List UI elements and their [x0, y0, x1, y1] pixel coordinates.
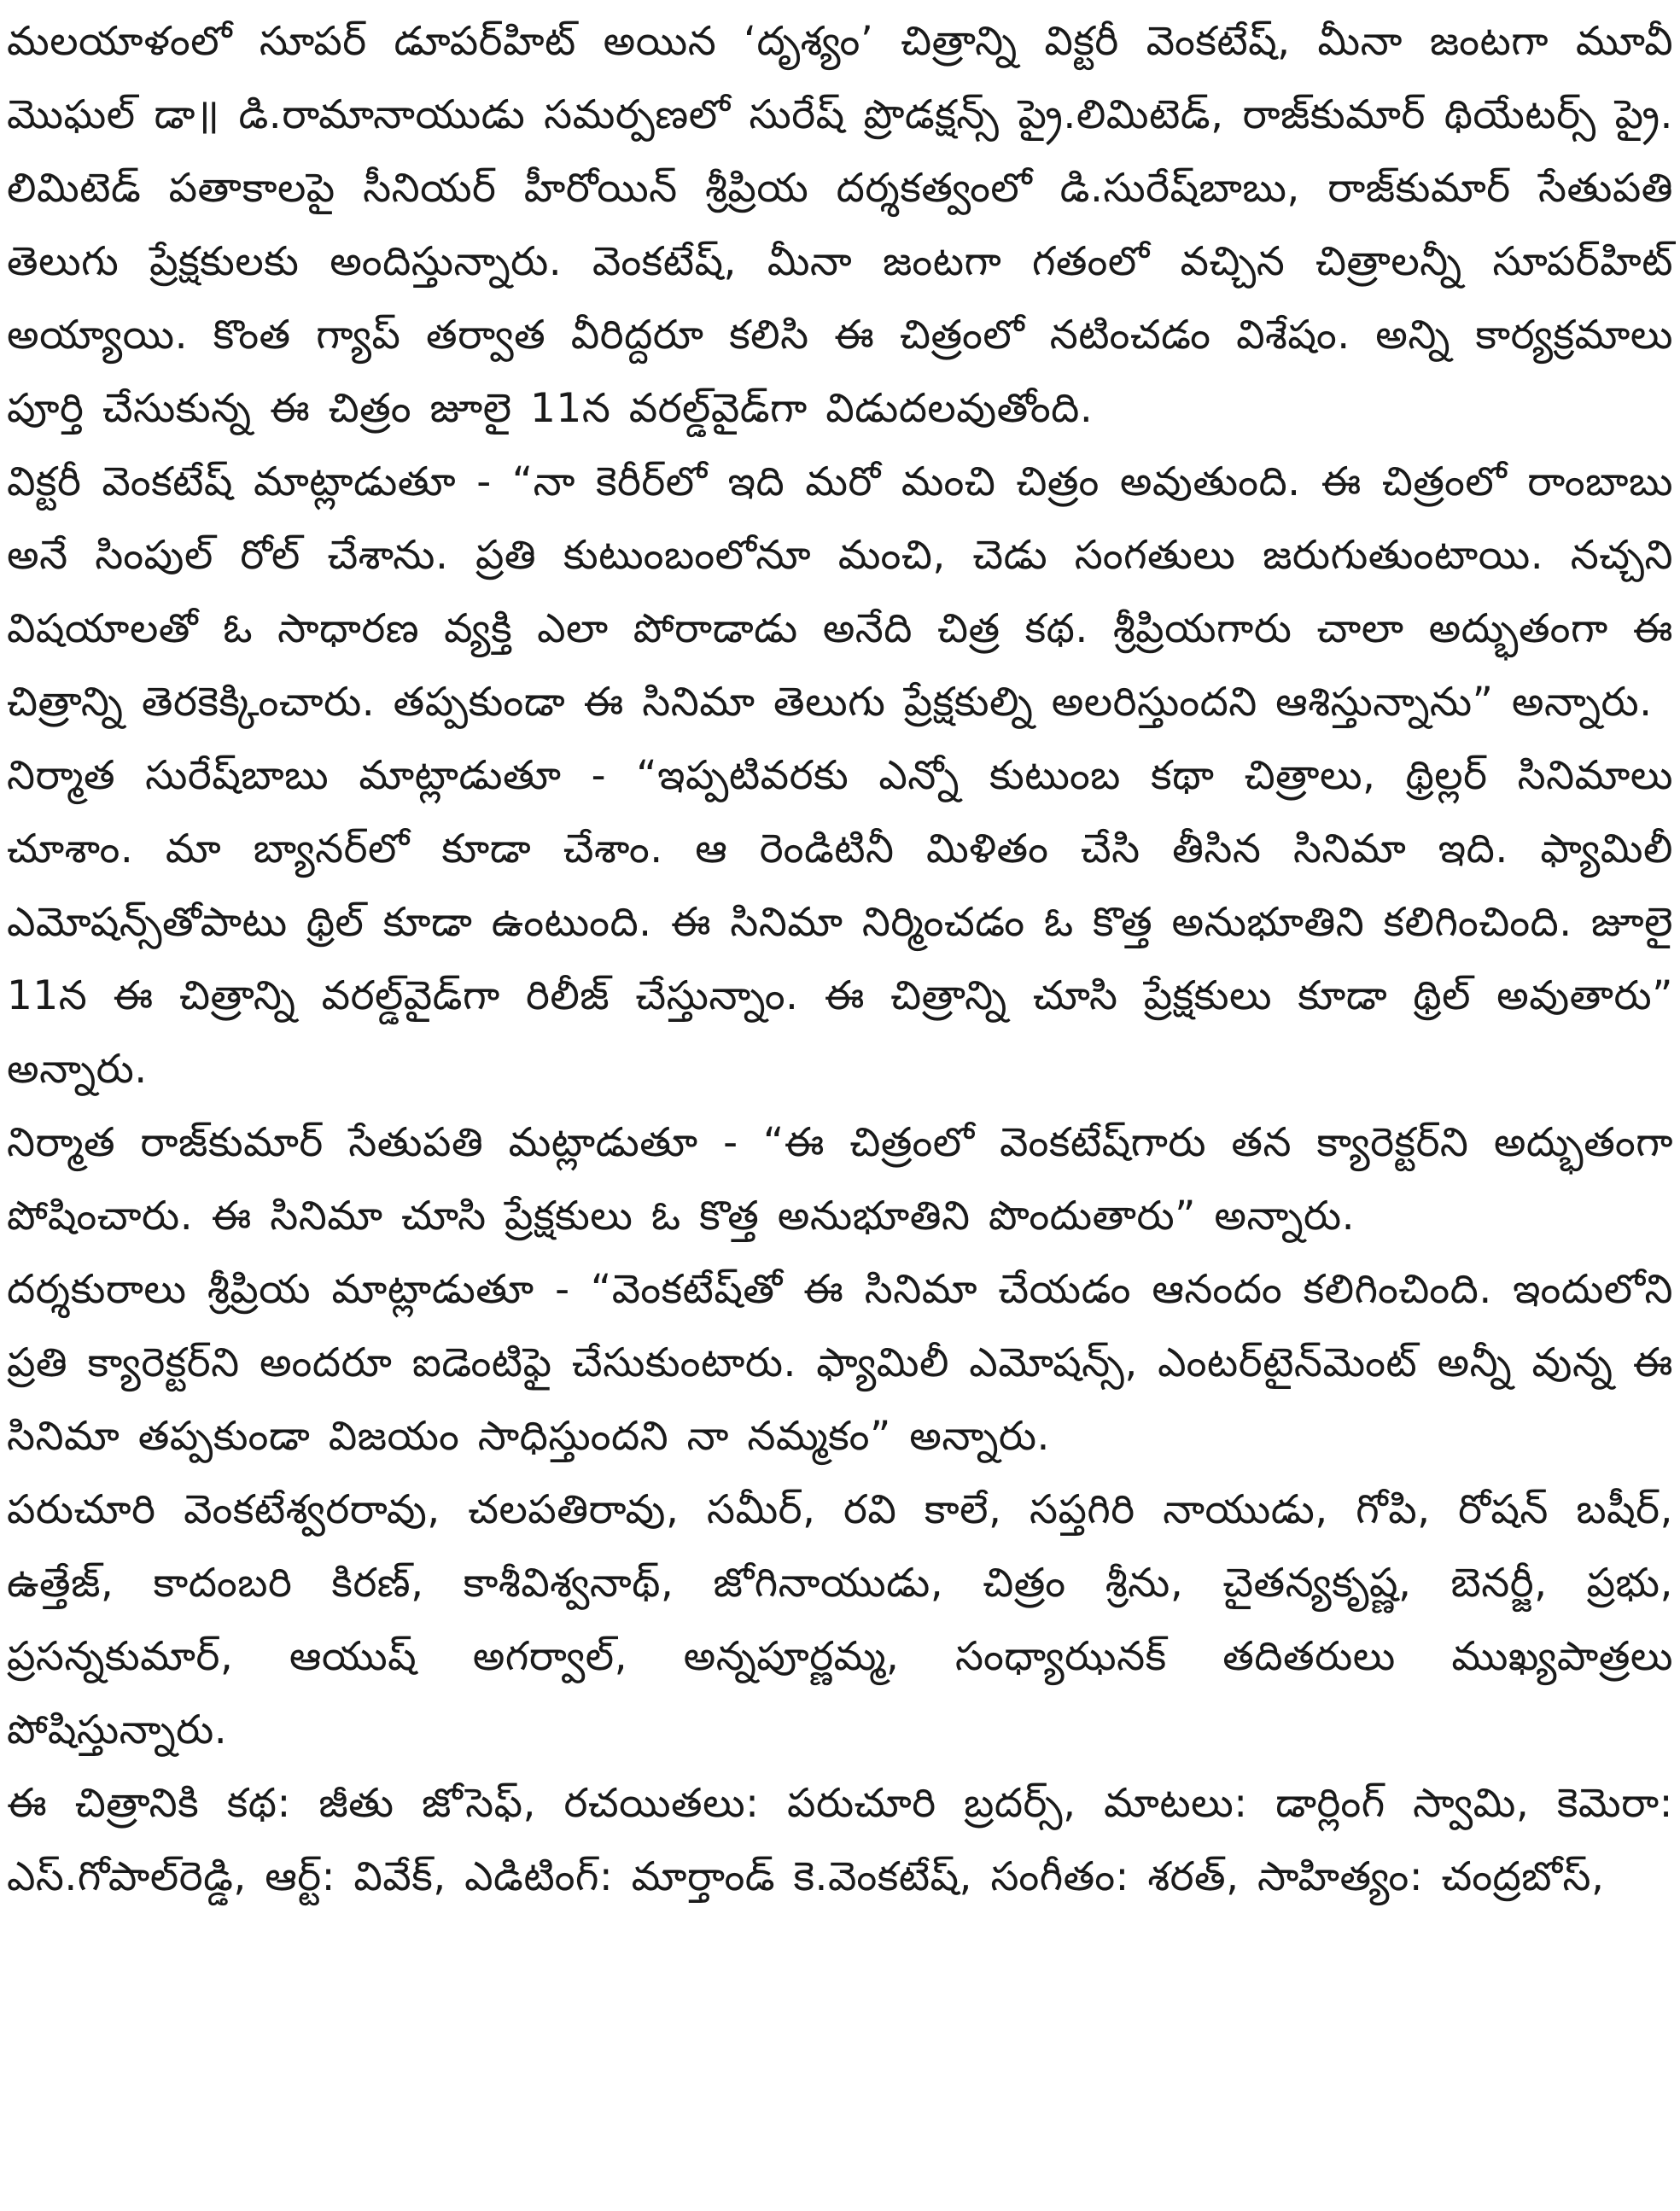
paragraph-rajkumar-quote: నిర్మాత రాజ్‌కుమార్ సేతుపతి మట్లాడుతూ - “ఈ చిత్రంలో వెంకటేష్‌గారు తన క్యారెక్టర్‌ని అద్భుతంగా పోషించారు. ఈ సినిమా చూసి ప్రేక్షకులు ఓ కొత్త అనుభూతిని పొందుతారు” అన్నారు.: [7, 1119, 1673, 1240]
paragraph-intro: మలయాళంలో సూపర్ డూపర్‌హిట్ అయిన ‘దృశ్యం’ చిత్రాన్ని విక్టరీ వెంకటేష్, మీనా జంటగా మూవీ మొఘల్ డా॥ డి.రామానాయుడు సమర్పణలో సురేష్ ప్రొడక్షన్స్ ప్రై.లిమిటెడ్, రాజ్‌కుమార్ థియేటర్స్ ప్రై. లిమిటెడ్ పతాకాలపై సీనియర్ హీరోయిన్ శ్రీప్రియ దర్శకత్వంలో డి.సురేష్‌బాబు, రాజ్‌కుమార్ సేతుపతి తెలుగు ప్రేక్షకులకు అందిస్తున్నారు. వెంకటేష్, మీనా జంటగా గతంలో వచ్చిన చిత్రాలన్నీ సూపర్‌హిట్ అయ్యాయి. కొంత గ్యాప్ తర్వాత వీరిద్దరూ కలిసి ఈ చిత్రంలో నటించడం విశేషం. అన్ని కార్యక్రమాలు పూర్తి చేసుకున్న ఈ చిత్రం జూలై 11న వరల్డ్‌వైడ్‌గా విడుదలవుతోంది.: [7, 18, 1673, 432]
paragraph-crew: ఈ చిత్రానికి కథ: జీతు జోసెఫ్, రచయితలు: పరుచూరి బ్రదర్స్, మాటలు: డార్లింగ్ స్వామి, కెమెరా: ఎస్.గోపాల్‌రెడ్డి, ఆర్ట్: వివేక్, ఎడిటింగ్: మార్తాండ్ కె.వెంకటేష్, సంగీతం: శరత్, సాహిత్యం: చంద్రబోస్,: [7, 1780, 1673, 1900]
paragraph-sripriya-quote: దర్శకురాలు శ్రీప్రియ మాట్లాడుతూ - “వెంకటేష్‌తో ఈ సినిమా చేయడం ఆనందం కలిగించింది. ఇందులోని ప్రతి క్యారెక్టర్‌ని అందరూ ఐడెంటిఫై చేసుకుంటారు. ఫ్యామిలీ ఎమోషన్స్, ఎంటర్‌టైన్‌మెంట్ అన్నీ వున్న ఈ సినిమా తప్పకుండా విజయం సాధిస్తుందని నా నమ్మకం” అన్నారు.: [7, 1266, 1673, 1460]
paragraph-cast: పరుచూరి వెంకటేశ్వరరావు, చలపతిరావు, సమీర్, రవి కాలే, సప్తగిరి నాయుడు, గోపి, రోషన్ బషీర్, ఉత్తేజ్, కాదంబరి కిరణ్, కాశీవిశ్వనాథ్, జోగినాయుడు, చిత్రం శ్రీను, చైతన్యకృష్ణ, బెనర్జీ, ప్రభు, ప్రసన్నకుమార్, ఆయుష్ అగర్వాల్, అన్నపూర్ణమ్మ, సంధ్యాఝనక్ తదితరులు ముఖ్యపాత్రలు పోషిస్తున్నారు.: [7, 1486, 1673, 1753]
article-body: [7, 5, 1673, 1914]
paragraph-sureshbabu-quote: నిర్మాత సురేష్‌బాబు మాట్లాడుతూ - “ఇప్పటివరకు ఎన్నో కుటుంబ కథా చిత్రాలు, థ్రిల్లర్ సినిమాలు చూశాం. మా బ్యానర్‌లో కూడా చేశాం. ఆ రెండిటినీ మిళితం చేసి తీసిన సినిమా ఇది. ఫ్యామిలీ ఎమోషన్స్‌తోపాటు థ్రిల్ కూడా ఉంటుంది. ఈ సినిమా నిర్మించడం ఓ కొత్త అనుభూతిని కలిగించింది. జూలై 11న ఈ చిత్రాన్ని వరల్డ్‌వైడ్‌గా రిలీజ్ చేస్తున్నాం. ఈ చిత్రాన్ని చూసి ప్రేక్షకులు కూడా థ్రిల్ అవుతారు” అన్నారు.: [7, 752, 1673, 1093]
paragraph-venkatesh-quote: విక్టరీ వెంకటేష్ మాట్లాడుతూ - “నా కెరీర్‌లో ఇది మరో మంచి చిత్రం అవుతుంది. ఈ చిత్రంలో రాంబాబు అనే సింపుల్ రోల్ చేశాను. ప్రతి కుటుంబంలోనూ మంచి, చెడు సంగతులు జరుగుతుంటాయి. నచ్చని విషయాలతో ఓ సాధారణ వ్యక్తి ఎలా పోరాడాడు అనేది చిత్ర కథ. శ్రీప్రియగారు చాలా అద్భుతంగా ఈ చిత్రాన్ని తెరకెక్కించారు. తప్పకుండా ఈ సినిమా తెలుగు ప్రేక్షకుల్ని అలరిస్తుందని ఆశిస్తున్నాను” అన్నారు.: [7, 458, 1673, 726]
